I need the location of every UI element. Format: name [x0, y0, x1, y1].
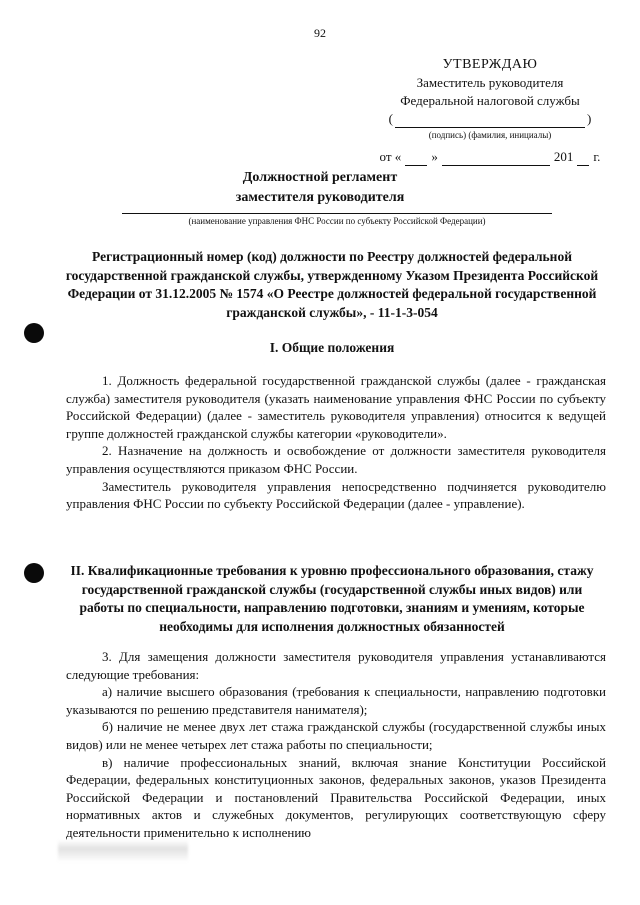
approval-position-line1: Заместитель руководителя	[416, 75, 564, 90]
date-month-blank	[442, 155, 550, 166]
section-2-paragraph: 3. Для замещения должности заместителя руководителя управления устанавливаются следующие требования:	[66, 649, 606, 682]
date-suffix: г.	[593, 149, 601, 164]
section-1-paragraph: Заместитель руководителя управления непосредственно подчиняется руководителю управления ФНС России по субъекту Российской Федерации (далее - управление).	[66, 478, 606, 512]
section-2-paragraph: б) наличие не менее двух лет стажа гражданской службы (государственной службы иных видов) или не менее четырех лет стажа работы по специальности;	[66, 719, 606, 752]
page-number: 92	[314, 26, 326, 40]
binder-hole-top	[24, 323, 44, 343]
section-2-heading: II. Квалификационные требования к уровню профессионального образования, стажу государственной гражданской службы (государственной службы иных видов) или работы по специальности, направлению подготовки, знаниям и умениям, которые необходимы для исполнения должностных обязанностей	[70, 563, 594, 634]
signature-line	[360, 110, 620, 128]
signature-open-paren: (	[388, 111, 393, 126]
department-blank-line	[122, 213, 552, 214]
section-1-paragraph: 2. Назначение на должность и освобождение от должности заместителя руководителя управления осуществляются приказом ФНС России.	[66, 443, 606, 476]
date-mid: »	[431, 149, 438, 164]
signature-blank	[395, 115, 585, 128]
approval-block	[360, 56, 620, 166]
section-2-paragraph: а) наличие высшего образования (требования к специальности, направлению подготовки указываются по решению представителя нанимателя);	[66, 684, 606, 717]
scan-smudge	[58, 840, 188, 862]
date-year-prefix: 201	[553, 149, 574, 164]
binder-hole-bottom	[24, 563, 44, 583]
section-1-body	[66, 372, 606, 513]
signature-caption: (подпись) (фамилия, инициалы)	[428, 130, 552, 140]
approval-date-line	[360, 148, 620, 166]
document-title-line2: заместителя руководителя	[235, 190, 405, 205]
date-day-blank	[405, 155, 427, 166]
section-1-paragraph: 1. Должность федеральной государственной гражданской службы (далее - гражданская служба) заместителя руководителя (указать наименование управления ФНС России по субъекту Российской Федерации) (далее - заместитель руководителя управления) относится к ведущей группе должностей гражданской службы категории «руководители».	[66, 373, 606, 441]
department-caption: (наименование управления ФНС России по субъекту Российской Федерации)	[188, 216, 486, 226]
section-2-body	[66, 648, 606, 842]
document-title	[0, 168, 640, 208]
date-prefix: от «	[379, 149, 402, 164]
document-title-line1: Должностной регламент	[242, 170, 398, 185]
date-year-blank	[577, 155, 589, 166]
registration-number: Регистрационный номер (код) должности по Реестру должностей федеральной государственной гражданской службы, утвержденному Указом Президента Российской Федерации от 31.12.2005 № 1574 «О Реестре должностей федеральной государственной гражданской службы», - 11-1-3-054	[65, 249, 599, 320]
approval-position-line2: Федеральной налоговой службы	[400, 93, 580, 108]
section-2-paragraph: в) наличие профессиональных знаний, включая знание Конституции Российской Федерации, федеральных конституционных законов, федеральных законов, указов Президента Российской Федерации и постановлений Правительства Российской Федерации, иных нормативных актов и служебных документов, регулирующих соответствующую сферу деятельности применительно к исполнению	[66, 754, 606, 840]
signature-close-paren: )	[587, 111, 592, 126]
section-1-heading: I. Общие положения	[269, 340, 395, 355]
approval-title: УТВЕРЖДАЮ	[442, 57, 538, 72]
